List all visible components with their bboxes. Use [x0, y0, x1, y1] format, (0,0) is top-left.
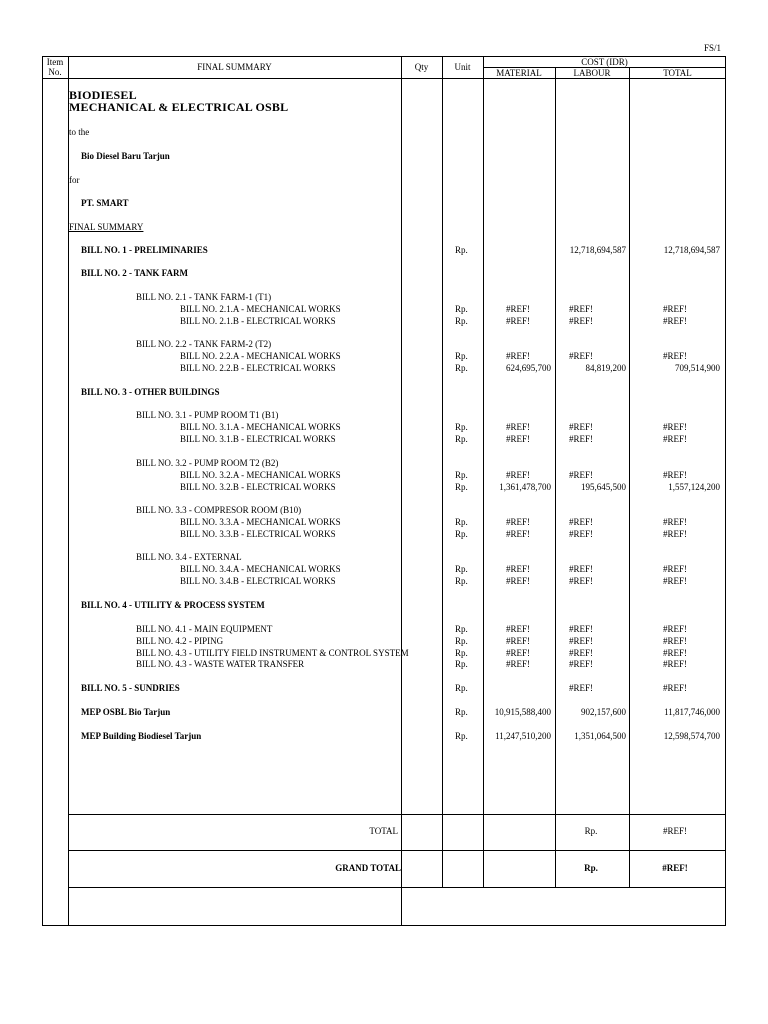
bill22a-total: #REF!: [662, 351, 687, 361]
to-the-label: to the: [69, 127, 90, 137]
mep-osbl-label: MEP OSBL Bio Tarjun: [81, 707, 171, 717]
bill33-label: BILL NO. 3.3 - COMPRESOR ROOM (B10): [136, 505, 302, 515]
grand-total-unit: Rp.: [584, 863, 598, 873]
mep-osbl-unit: Rp.: [455, 707, 468, 717]
bill21a-total: #REF!: [662, 304, 687, 314]
grand-total-bottom-line: [68, 887, 726, 888]
bill32b-unit: Rp.: [455, 482, 468, 492]
bill34b-total: #REF!: [662, 576, 687, 586]
header-qty: Qty: [414, 62, 429, 72]
document-subtitle: MECHANICAL & ELECTRICAL OSBL: [69, 100, 289, 114]
bill21b-total: #REF!: [662, 316, 687, 326]
bill43w-material: #REF!: [505, 659, 530, 669]
bill21b-labour: #REF!: [568, 316, 593, 326]
bill33a-labour: #REF!: [568, 517, 593, 527]
header-labour: LABOUR: [573, 68, 611, 78]
mep-osbl-material: 10,915,588,400: [494, 707, 551, 717]
bill31a-label: BILL NO. 3.1.A - MECHANICAL WORKS: [180, 422, 341, 432]
mep-osbl-total: 11,817,746,000: [664, 707, 720, 717]
bill21a-label: BILL NO. 2.1.A - MECHANICAL WORKS: [180, 304, 341, 314]
bill5-labour: #REF!: [568, 683, 593, 693]
bill22b-labour: 84,819,200: [585, 363, 626, 373]
bill43-label: BILL NO. 4.3 - UTILITY FIELD INSTRUMENT & CONTROL SYSTEM: [136, 648, 409, 658]
bill41-unit: Rp.: [455, 624, 468, 634]
bill41-labour: #REF!: [568, 624, 593, 634]
mep-building-label: MEP Building Biodiesel Tarjun: [81, 731, 202, 741]
bill43-total: #REF!: [662, 648, 687, 658]
header-item-no: [42, 57, 68, 77]
bill33a-unit: Rp.: [455, 517, 468, 527]
client-name: PT. SMART: [81, 198, 129, 208]
header-bottom-line: [42, 78, 726, 79]
bill22-label: BILL NO. 2.2 - TANK FARM-2 (T2): [136, 339, 272, 349]
bill4-label: BILL NO. 4 - UTILITY & PROCESS SYSTEM: [81, 600, 265, 610]
bill41-total: #REF!: [662, 624, 687, 634]
for-label: for: [69, 175, 80, 185]
bill32b-total: 1,557,124,200: [668, 482, 720, 492]
total-unit: Rp.: [584, 826, 598, 836]
unit-col-divider: [483, 56, 484, 888]
bill5-total: #REF!: [662, 683, 687, 693]
bill22b-total: 709,514,900: [675, 363, 720, 373]
bill33b-material: #REF!: [505, 529, 530, 539]
bill32a-total: #REF!: [662, 470, 687, 480]
bill1-total: 12,718,694,587: [663, 245, 720, 255]
bill31b-unit: Rp.: [455, 434, 468, 444]
header-total: TOTAL: [663, 68, 692, 78]
bill33a-total: #REF!: [662, 517, 687, 527]
bill1-unit: Rp.: [455, 245, 468, 255]
bill22a-unit: Rp.: [455, 351, 468, 361]
bill21a-material: #REF!: [505, 304, 530, 314]
bill21-label: BILL NO. 2.1 - TANK FARM-1 (T1): [136, 292, 272, 302]
bill34b-unit: Rp.: [455, 576, 468, 586]
qty-col-divider: [442, 56, 443, 888]
bill43-material: #REF!: [505, 648, 530, 658]
bill1-labour: 12,718,694,587: [569, 245, 626, 255]
bill32a-material: #REF!: [505, 470, 530, 480]
bill33b-total: #REF!: [662, 529, 687, 539]
bill34b-labour: #REF!: [568, 576, 593, 586]
bill22b-unit: Rp.: [455, 363, 468, 373]
bill32b-label: BILL NO. 3.2.B - ELECTRICAL WORKS: [180, 482, 336, 492]
bill21a-labour: #REF!: [568, 304, 593, 314]
section-heading: FINAL SUMMARY: [69, 222, 144, 232]
bill31a-labour: #REF!: [568, 422, 593, 432]
bill33b-unit: Rp.: [455, 529, 468, 539]
bill34a-labour: #REF!: [568, 564, 593, 574]
mep-building-unit: Rp.: [455, 731, 468, 741]
mep-building-labour: 1,351,064,500: [574, 731, 626, 741]
bill31b-material: #REF!: [505, 434, 530, 444]
bill32b-material: 1,361,478,700: [499, 482, 551, 492]
bill32a-unit: Rp.: [455, 470, 468, 480]
bill42-total: #REF!: [662, 636, 687, 646]
mep-building-total: 12,598,574,700: [663, 731, 720, 741]
bill43w-label: BILL NO. 4.3 - WASTE WATER TRANSFER: [136, 659, 305, 669]
bill31b-labour: #REF!: [568, 434, 593, 444]
bill43-unit: Rp.: [455, 648, 468, 658]
total-value: #REF!: [662, 826, 687, 836]
header-cost: COST (IDR): [581, 57, 628, 67]
bill34a-total: #REF!: [662, 564, 687, 574]
total-section-top-line: [68, 814, 726, 815]
table-border-bottom: [42, 925, 726, 926]
bill22a-label: BILL NO. 2.2.A - MECHANICAL WORKS: [180, 351, 341, 361]
bill31-label: BILL NO. 3.1 - PUMP ROOM T1 (B1): [136, 410, 279, 420]
item-col-divider: [68, 56, 69, 926]
table-border-right: [725, 56, 726, 926]
bill42-labour: #REF!: [568, 636, 593, 646]
bill32a-label: BILL NO. 3.2.A - MECHANICAL WORKS: [180, 470, 341, 480]
bill21a-unit: Rp.: [455, 304, 468, 314]
bill34a-material: #REF!: [505, 564, 530, 574]
bill34b-material: #REF!: [505, 576, 530, 586]
header-final-summary: FINAL SUMMARY: [197, 62, 272, 72]
bill43w-total: #REF!: [662, 659, 687, 669]
project-name: Bio Diesel Baru Tarjun: [81, 151, 170, 161]
bill42-material: #REF!: [505, 636, 530, 646]
bill33b-label: BILL NO. 3.3.B - ELECTRICAL WORKS: [180, 529, 336, 539]
grand-total-value: #REF!: [662, 863, 688, 873]
bill31b-total: #REF!: [662, 434, 687, 444]
bill43w-labour: #REF!: [568, 659, 593, 669]
bill21b-unit: Rp.: [455, 316, 468, 326]
bill32a-labour: #REF!: [568, 470, 593, 480]
bill5-label: BILL NO. 5 - SUNDRIES: [81, 683, 180, 693]
page-reference: FS/1: [704, 43, 722, 53]
bill32b-labour: 195,645,500: [581, 482, 626, 492]
bill21b-label: BILL NO. 2.1.B - ELECTRICAL WORKS: [180, 316, 336, 326]
bill22a-labour: #REF!: [568, 351, 593, 361]
bill31a-total: #REF!: [662, 422, 687, 432]
bill34b-label: BILL NO. 3.4.B - ELECTRICAL WORKS: [180, 576, 336, 586]
bill42-label: BILL NO. 4.2 - PIPING: [136, 636, 224, 646]
bill22b-label: BILL NO. 2.2.B - ELECTRICAL WORKS: [180, 363, 336, 373]
document-title: BIODIESEL: [69, 88, 137, 102]
bill33a-label: BILL NO. 3.3.A - MECHANICAL WORKS: [180, 517, 341, 527]
bill42-unit: Rp.: [455, 636, 468, 646]
bill21b-material: #REF!: [505, 316, 530, 326]
table-border-left: [42, 56, 43, 926]
bill22a-material: #REF!: [505, 351, 530, 361]
bill34-label: BILL NO. 3.4 - EXTERNAL: [136, 552, 242, 562]
header-unit: Unit: [454, 62, 471, 72]
header-item-line2: No.: [48, 67, 62, 77]
bill3-label: BILL NO. 3 - OTHER BUILDINGS: [81, 387, 220, 397]
grand-total-label: GRAND TOTAL: [335, 863, 401, 873]
bill31a-material: #REF!: [505, 422, 530, 432]
bill41-material: #REF!: [505, 624, 530, 634]
bill1-label: BILL NO. 1 - PRELIMINARIES: [81, 245, 208, 255]
desc-col-divider: [401, 56, 402, 926]
header-material: MATERIAL: [496, 68, 542, 78]
header-item-line1: Item: [46, 57, 64, 67]
bill31b-label: BILL NO. 3.1.B - ELECTRICAL WORKS: [180, 434, 336, 444]
bill2-label: BILL NO. 2 - TANK FARM: [81, 268, 189, 278]
bill43-labour: #REF!: [568, 648, 593, 658]
bill43w-unit: Rp.: [455, 659, 468, 669]
bill34a-label: BILL NO. 3.4.A - MECHANICAL WORKS: [180, 564, 341, 574]
mep-building-material: 11,247,510,200: [495, 731, 551, 741]
bill41-label: BILL NO. 4.1 - MAIN EQUIPMENT: [136, 624, 273, 634]
mep-osbl-labour: 902,157,600: [581, 707, 626, 717]
grand-total-top-line: [68, 850, 726, 851]
bill33b-labour: #REF!: [568, 529, 593, 539]
bill31a-unit: Rp.: [455, 422, 468, 432]
bill32-label: BILL NO. 3.2 - PUMP ROOM T2 (B2): [136, 458, 279, 468]
total-label: TOTAL: [369, 826, 398, 836]
bill34a-unit: Rp.: [455, 564, 468, 574]
bill22b-material: 624,695,700: [506, 363, 551, 373]
bill33a-material: #REF!: [505, 517, 530, 527]
bill5-unit: Rp.: [455, 683, 468, 693]
